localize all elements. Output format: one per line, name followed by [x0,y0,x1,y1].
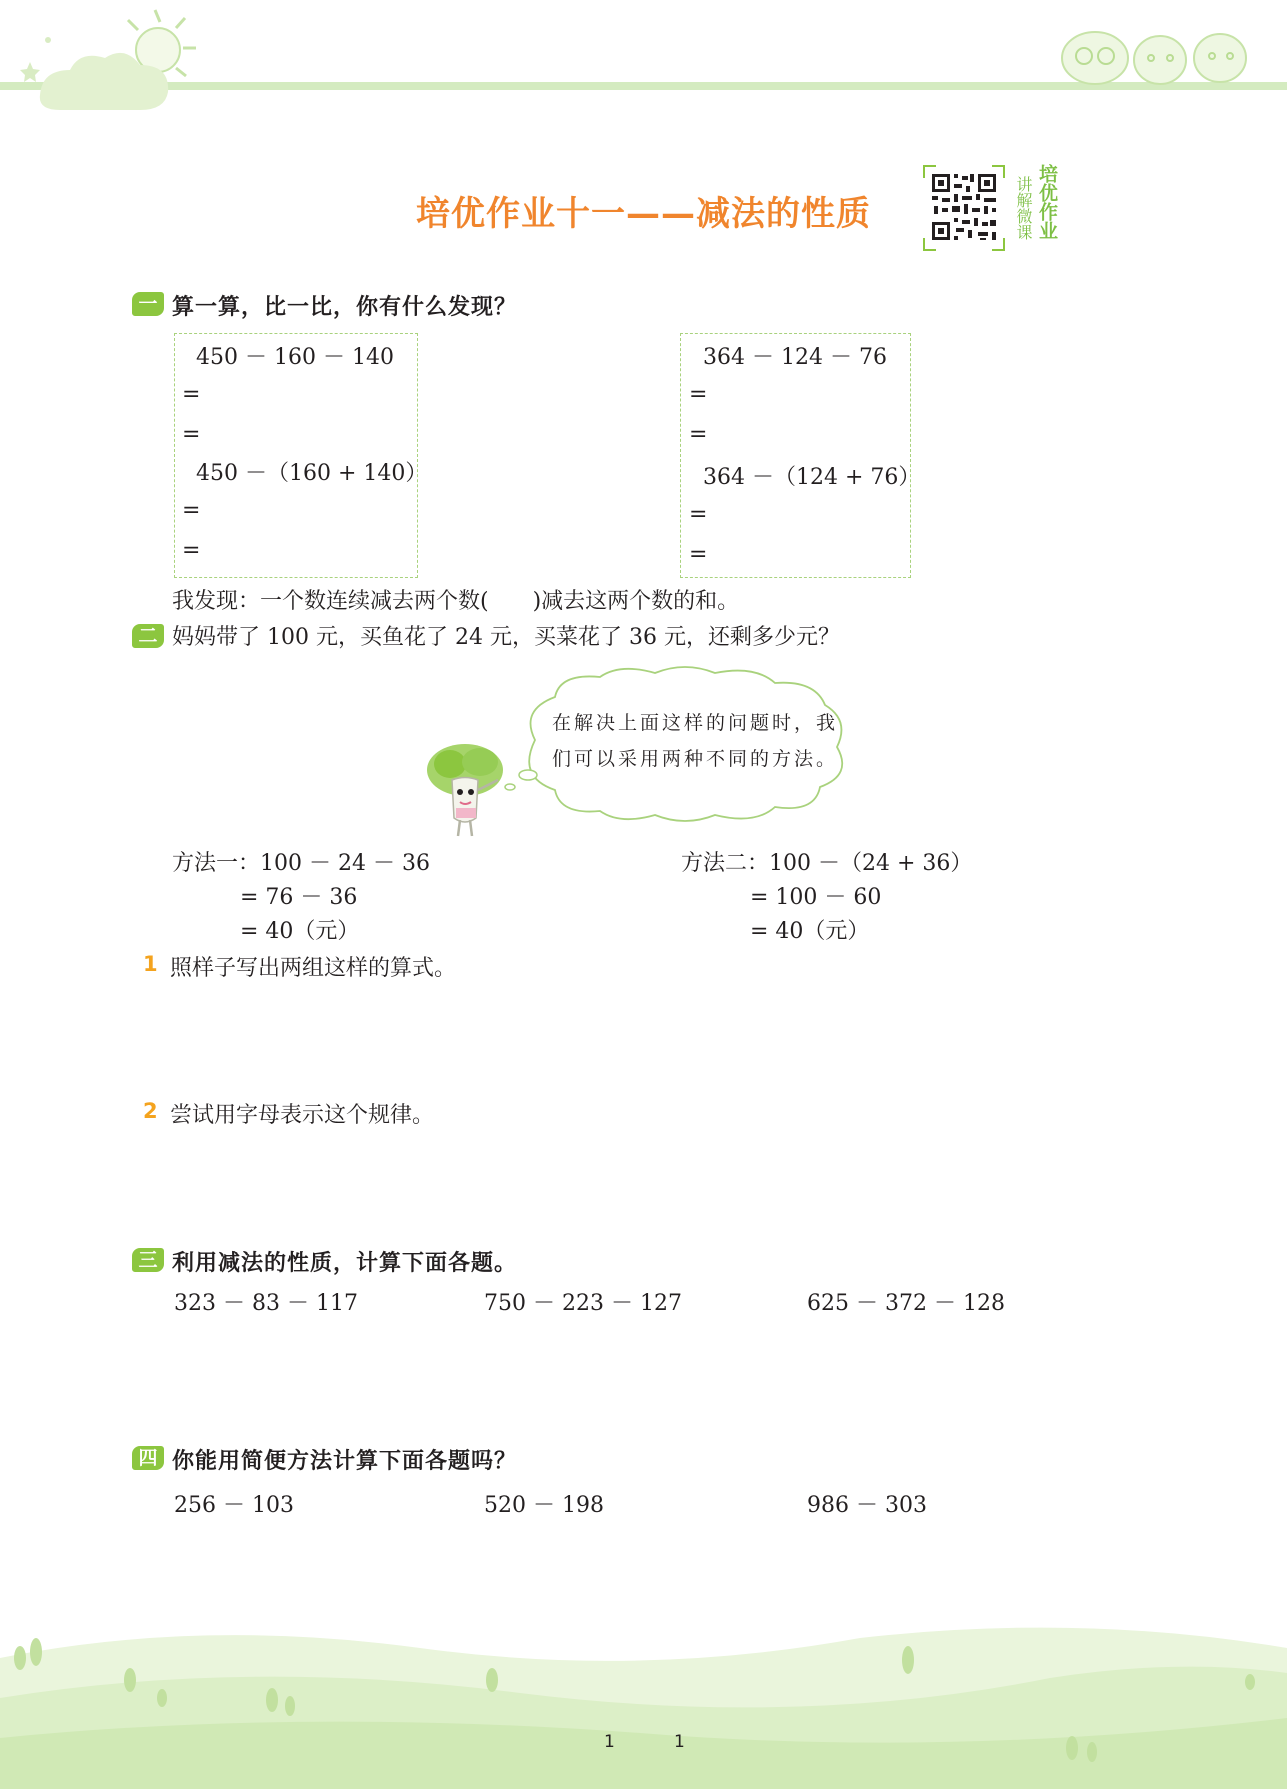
calc-left-eq3: = [182,498,201,523]
section4-item-2: 520 － 198 [484,1493,604,1518]
method1-line3: = 40（元） [240,919,360,944]
page-number-left: 1 [604,1732,615,1752]
bubble-line2: 们可以采用两种不同的方法。 [552,748,839,770]
question2-text: 尝试用字母表示这个规律。 [170,1103,435,1128]
calc-right-eq1: = [689,382,708,407]
calc-right-line2: 364 －（124 + 76） [703,465,921,490]
section4-item-1: 256 － 103 [174,1493,294,1518]
calc-left-line2: 450 －（160 + 140） [196,461,428,486]
section1-title: 算一算，比一比，你有什么发现？ [172,295,518,320]
question1-number: 1 [143,952,158,976]
method1-line2: = 76 － 36 [240,885,358,910]
method2-line1: 方法二：100 －（24 + 36） [681,851,973,876]
qr-label [1012,164,1062,258]
section3-item-1: 323 － 83 － 117 [174,1291,358,1316]
qr-label-main: 培优作业 [1036,164,1058,240]
section2-problem: 妈妈带了 100 元，买鱼花了 24 元，买菜花了 36 元，还剩多少元？ [172,625,840,650]
qr-label-sub: 讲解微课 [1014,176,1033,240]
section3-item-2: 750 － 223 － 127 [484,1291,682,1316]
calc-right-line1: 364 － 124 － 76 [703,345,887,370]
section4-title: 你能用简便方法计算下面各题吗？ [172,1449,518,1474]
section3-item-3: 625 － 372 － 128 [807,1291,1005,1316]
calc-left-eq1: = [182,382,201,407]
calc-right-eq4: = [689,542,708,567]
cabbage-character-illustration [420,740,510,840]
section3-title: 利用减法的性质，计算下面各题。 [172,1251,518,1276]
method1-line1: 方法一：100 － 24 － 36 [172,851,430,876]
calc-right-eq2: = [689,422,708,447]
qr-code[interactable] [922,164,1006,252]
calc-left-eq2: = [182,422,201,447]
page-title: 培优作业十一——减法的性质 [416,194,871,234]
calc-right-eq3: = [689,502,708,527]
section3-badge: 三 [132,1248,164,1272]
calc-left-eq4: = [182,538,201,563]
calc-left-line1: 450 － 160 － 140 [196,345,394,370]
section1-badge: 一 [132,292,164,316]
sun-cloud-decoration [0,0,230,120]
method2-line2: = 100 － 60 [750,885,882,910]
finding-statement: 我发现：一个数连续减去两个数( )减去这两个数的和。 [172,589,740,614]
method2-line3: = 40（元） [750,919,870,944]
page-number-right: 1 [674,1732,685,1752]
animal-faces-decoration [1050,18,1250,86]
bubble-text [552,705,872,777]
bubble-line1: 在解决上面这样的问题时，我 [552,712,839,734]
hills-decoration [0,1618,1287,1789]
question1-text: 照样子写出两组这样的算式。 [170,956,457,981]
section4-badge: 四 [132,1446,164,1470]
section4-item-3: 986 － 303 [807,1493,927,1518]
question2-number: 2 [143,1099,158,1123]
section2-badge: 二 [132,624,164,648]
